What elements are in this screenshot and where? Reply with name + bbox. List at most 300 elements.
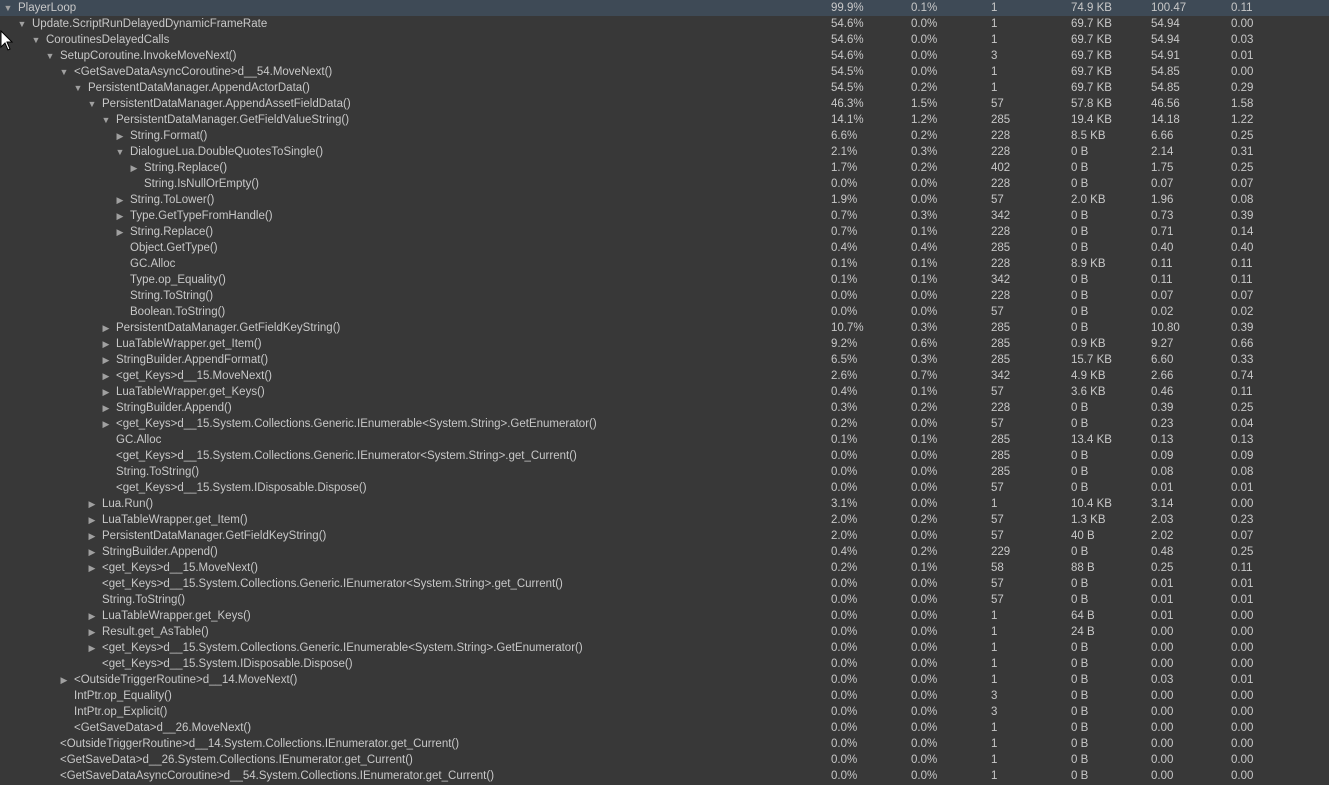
function-name: String.ToString()	[116, 466, 200, 478]
self-ms-cell: 0.00	[1231, 498, 1254, 510]
expand-arrow-right-icon[interactable]: ▶	[88, 547, 96, 557]
gc-alloc-cell: 69.7 KB	[1071, 66, 1112, 78]
self-ms-cell: 0.00	[1231, 658, 1254, 670]
gc-alloc-cell: 10.4 KB	[1071, 498, 1112, 510]
hierarchy-row[interactable]	[0, 128, 1329, 144]
gc-alloc-cell: 74.9 KB	[1071, 2, 1112, 14]
calls-cell: 1	[991, 82, 998, 94]
hierarchy-row[interactable]	[0, 336, 1329, 352]
time-ms-cell: 54.85	[1151, 82, 1180, 94]
gc-alloc-cell: 0 B	[1071, 306, 1089, 318]
function-name: SetupCoroutine.InvokeMoveNext()	[60, 50, 237, 62]
function-name: String.Replace()	[130, 226, 214, 238]
time-ms-cell: 2.02	[1151, 530, 1174, 542]
hierarchy-row[interactable]	[0, 672, 1329, 688]
expand-arrow-right-icon[interactable]: ▶	[102, 403, 110, 413]
calls-cell: 1	[991, 66, 998, 78]
expand-arrow-down-icon[interactable]: ▼	[3, 3, 13, 13]
gc-alloc-cell: 0 B	[1071, 722, 1089, 734]
hierarchy-row[interactable]	[0, 304, 1329, 320]
self-ms-cell: 0.00	[1231, 18, 1254, 30]
expand-arrow-right-icon[interactable]: ▶	[60, 675, 68, 685]
function-name: PlayerLoop	[18, 2, 77, 14]
total-percent-cell: 0.0%	[831, 626, 858, 638]
function-name: PersistentDataManager.AppendActorData()	[88, 82, 310, 94]
expand-arrow-right-icon[interactable]: ▶	[102, 387, 110, 397]
hierarchy-row[interactable]	[0, 64, 1329, 80]
self-percent-cell: 0.0%	[911, 18, 938, 30]
hierarchy-row[interactable]	[0, 624, 1329, 640]
function-name: String.Format()	[130, 130, 208, 142]
calls-cell: 1	[991, 754, 998, 766]
self-percent-cell: 0.3%	[911, 354, 938, 366]
self-ms-cell: 0.74	[1231, 370, 1254, 382]
self-percent-cell: 0.2%	[911, 130, 938, 142]
gc-alloc-cell: 0 B	[1071, 274, 1089, 286]
total-percent-cell: 0.0%	[831, 722, 858, 734]
hierarchy-row[interactable]	[0, 208, 1329, 224]
gc-alloc-cell: 19.4 KB	[1071, 114, 1112, 126]
self-percent-cell: 0.3%	[911, 210, 938, 222]
self-percent-cell: 0.0%	[911, 610, 938, 622]
total-percent-cell: 0.7%	[831, 226, 858, 238]
self-percent-cell: 1.5%	[911, 98, 938, 110]
self-percent-cell: 0.0%	[911, 194, 938, 206]
calls-cell: 57	[991, 514, 1004, 526]
gc-alloc-cell: 15.7 KB	[1071, 354, 1112, 366]
self-ms-cell: 0.07	[1231, 290, 1254, 302]
hierarchy-row[interactable]	[0, 144, 1329, 160]
expand-arrow-down-icon[interactable]: ▼	[45, 51, 55, 61]
time-ms-cell: 54.94	[1151, 34, 1180, 46]
hierarchy-row[interactable]	[0, 160, 1329, 176]
calls-cell: 57	[991, 306, 1004, 318]
calls-cell: 228	[991, 290, 1011, 302]
gc-alloc-cell: 24 B	[1071, 626, 1095, 638]
hierarchy-row[interactable]	[0, 80, 1329, 96]
hierarchy-row[interactable]	[0, 704, 1329, 720]
function-name: <OutsideTriggerRoutine>d__14.System.Collections.IEnumerator.get_Current()	[60, 738, 460, 750]
calls-cell: 57	[991, 482, 1004, 494]
expand-arrow-right-icon[interactable]: ▶	[102, 355, 110, 365]
self-ms-cell: 0.07	[1231, 178, 1254, 190]
self-ms-cell: 0.07	[1231, 530, 1254, 542]
time-ms-cell: 0.01	[1151, 594, 1174, 606]
hierarchy-row[interactable]	[0, 400, 1329, 416]
total-percent-cell: 0.0%	[831, 658, 858, 670]
self-percent-cell: 0.0%	[911, 674, 938, 686]
expand-arrow-right-icon[interactable]: ▶	[88, 611, 96, 621]
gc-alloc-cell: 0 B	[1071, 482, 1089, 494]
gc-alloc-cell: 64 B	[1071, 610, 1095, 622]
total-percent-cell: 0.0%	[831, 306, 858, 318]
time-ms-cell: 100.47	[1151, 2, 1187, 14]
hierarchy-row[interactable]	[0, 464, 1329, 480]
self-ms-cell: 0.03	[1231, 34, 1254, 46]
function-name: Type.op_Equality()	[130, 274, 226, 286]
gc-alloc-cell: 0 B	[1071, 578, 1089, 590]
total-percent-cell: 2.0%	[831, 514, 858, 526]
expand-arrow-right-icon[interactable]: ▶	[88, 499, 96, 509]
total-percent-cell: 0.2%	[831, 562, 858, 574]
function-name: <get_Keys>d__15.System.Collections.Generic.IEnumerator<System.String>.get_Current()	[116, 450, 577, 462]
function-name: CoroutinesDelayedCalls	[46, 34, 170, 46]
expand-arrow-down-icon[interactable]: ▼	[115, 147, 125, 157]
self-ms-cell: 0.02	[1231, 306, 1254, 318]
gc-alloc-cell: 0 B	[1071, 242, 1089, 254]
hierarchy-row[interactable]	[0, 96, 1329, 112]
self-percent-cell: 0.1%	[911, 226, 938, 238]
function-name: PersistentDataManager.GetFieldKeyString()	[102, 530, 327, 542]
total-percent-cell: 54.5%	[831, 66, 864, 78]
expand-arrow-right-icon[interactable]: ▶	[88, 531, 96, 541]
calls-cell: 285	[991, 242, 1011, 254]
self-percent-cell: 0.6%	[911, 338, 938, 350]
self-percent-cell: 0.0%	[911, 690, 938, 702]
expand-arrow-down-icon[interactable]: ▼	[87, 99, 97, 109]
hierarchy-row[interactable]	[0, 48, 1329, 64]
hierarchy-row[interactable]	[0, 368, 1329, 384]
calls-cell: 1	[991, 18, 998, 30]
expand-arrow-right-icon[interactable]: ▶	[88, 627, 96, 637]
gc-alloc-cell: 0 B	[1071, 690, 1089, 702]
self-percent-cell: 0.0%	[911, 450, 938, 462]
calls-cell: 57	[991, 418, 1004, 430]
calls-cell: 285	[991, 466, 1011, 478]
time-ms-cell: 0.01	[1151, 578, 1174, 590]
total-percent-cell: 0.1%	[831, 434, 858, 446]
expand-arrow-right-icon[interactable]: ▶	[88, 515, 96, 525]
expand-arrow-down-icon[interactable]: ▼	[73, 83, 83, 93]
total-percent-cell: 1.7%	[831, 162, 858, 174]
total-percent-cell: 0.0%	[831, 770, 858, 782]
self-ms-cell: 0.09	[1231, 450, 1254, 462]
total-percent-cell: 2.1%	[831, 146, 858, 158]
gc-alloc-cell: 69.7 KB	[1071, 82, 1112, 94]
self-percent-cell: 0.2%	[911, 402, 938, 414]
hierarchy-row[interactable]	[0, 320, 1329, 336]
self-ms-cell: 0.00	[1231, 754, 1254, 766]
function-name: <get_Keys>d__15.MoveNext()	[116, 370, 272, 382]
gc-alloc-cell: 13.4 KB	[1071, 434, 1112, 446]
self-ms-cell: 0.00	[1231, 66, 1254, 78]
hierarchy-row[interactable]	[0, 608, 1329, 624]
total-percent-cell: 10.7%	[831, 322, 864, 334]
self-ms-cell: 0.25	[1231, 546, 1254, 558]
gc-alloc-cell: 0 B	[1071, 658, 1089, 670]
self-percent-cell: 0.2%	[911, 514, 938, 526]
total-percent-cell: 0.0%	[831, 610, 858, 622]
gc-alloc-cell: 0 B	[1071, 322, 1089, 334]
expand-arrow-down-icon[interactable]: ▼	[101, 115, 111, 125]
function-name: GC.Alloc	[130, 258, 176, 270]
total-percent-cell: 0.4%	[831, 386, 858, 398]
hierarchy-row[interactable]	[0, 656, 1329, 672]
time-ms-cell: 0.00	[1151, 642, 1174, 654]
gc-alloc-cell: 1.3 KB	[1071, 514, 1106, 526]
total-percent-cell: 0.0%	[831, 594, 858, 606]
self-percent-cell: 0.0%	[911, 466, 938, 478]
function-name: <GetSaveData>d__26.System.Collections.IEnumerator.get_Current()	[60, 754, 413, 766]
self-percent-cell: 0.0%	[911, 178, 938, 190]
self-percent-cell: 0.0%	[911, 418, 938, 430]
total-percent-cell: 0.0%	[831, 690, 858, 702]
self-percent-cell: 0.0%	[911, 306, 938, 318]
hierarchy-row[interactable]	[0, 224, 1329, 240]
hierarchy-row[interactable]	[0, 560, 1329, 576]
time-ms-cell: 0.23	[1151, 418, 1174, 430]
gc-alloc-cell: 0.9 KB	[1071, 338, 1106, 350]
total-percent-cell: 14.1%	[831, 114, 864, 126]
self-ms-cell: 0.25	[1231, 402, 1254, 414]
time-ms-cell: 2.66	[1151, 370, 1174, 382]
time-ms-cell: 0.25	[1151, 562, 1174, 574]
calls-cell: 342	[991, 210, 1011, 222]
total-percent-cell: 0.0%	[831, 466, 858, 478]
gc-alloc-cell: 0 B	[1071, 466, 1089, 478]
gc-alloc-cell: 8.9 KB	[1071, 258, 1106, 270]
calls-cell: 229	[991, 546, 1011, 558]
expand-arrow-right-icon[interactable]: ▶	[116, 211, 124, 221]
self-percent-cell: 0.0%	[911, 34, 938, 46]
hierarchy-row[interactable]	[0, 576, 1329, 592]
self-ms-cell: 0.14	[1231, 226, 1254, 238]
time-ms-cell: 0.11	[1151, 274, 1173, 286]
function-name: Lua.Run()	[102, 498, 154, 510]
function-name: LuaTableWrapper.get_Item()	[102, 514, 248, 526]
hierarchy-row[interactable]	[0, 352, 1329, 368]
gc-alloc-cell: 2.0 KB	[1071, 194, 1106, 206]
function-name: String.ToString()	[102, 594, 186, 606]
gc-alloc-cell: 0 B	[1071, 674, 1089, 686]
hierarchy-row[interactable]	[0, 32, 1329, 48]
hierarchy-row[interactable]	[0, 720, 1329, 736]
hierarchy-row[interactable]	[0, 16, 1329, 32]
function-name: Boolean.ToString()	[130, 306, 226, 318]
time-ms-cell: 0.03	[1151, 674, 1174, 686]
hierarchy-row[interactable]	[0, 384, 1329, 400]
expand-arrow-right-icon[interactable]: ▶	[116, 195, 124, 205]
function-name: PersistentDataManager.AppendAssetFieldData()	[102, 98, 351, 110]
gc-alloc-cell: 88 B	[1071, 562, 1095, 574]
expand-arrow-down-icon[interactable]: ▼	[31, 35, 41, 45]
self-ms-cell: 0.00	[1231, 738, 1254, 750]
time-ms-cell: 46.56	[1151, 98, 1180, 110]
hierarchy-row[interactable]	[0, 496, 1329, 512]
expand-arrow-down-icon[interactable]: ▼	[59, 67, 69, 77]
time-ms-cell: 0.40	[1151, 242, 1174, 254]
gc-alloc-cell: 40 B	[1071, 530, 1095, 542]
self-percent-cell: 0.1%	[911, 274, 938, 286]
time-ms-cell: 0.08	[1151, 466, 1174, 478]
calls-cell: 1	[991, 626, 998, 638]
hierarchy-row[interactable]	[0, 192, 1329, 208]
self-ms-cell: 0.11	[1231, 274, 1253, 286]
self-percent-cell: 0.7%	[911, 370, 938, 382]
self-ms-cell: 0.11	[1231, 2, 1253, 14]
self-ms-cell: 1.58	[1231, 98, 1254, 110]
calls-cell: 1	[991, 2, 998, 14]
calls-cell: 3	[991, 690, 998, 702]
expand-arrow-right-icon[interactable]: ▶	[116, 227, 124, 237]
function-name: IntPtr.op_Equality()	[74, 690, 172, 702]
calls-cell: 1	[991, 642, 998, 654]
time-ms-cell: 6.66	[1151, 130, 1174, 142]
total-percent-cell: 0.0%	[831, 178, 858, 190]
self-percent-cell: 0.0%	[911, 754, 938, 766]
calls-cell: 285	[991, 354, 1011, 366]
calls-cell: 228	[991, 402, 1011, 414]
hierarchy-row[interactable]	[0, 240, 1329, 256]
calls-cell: 1	[991, 34, 998, 46]
expand-arrow-right-icon[interactable]: ▶	[88, 643, 96, 653]
hierarchy-row[interactable]	[0, 416, 1329, 432]
hierarchy-row[interactable]	[0, 688, 1329, 704]
time-ms-cell: 0.00	[1151, 706, 1174, 718]
time-ms-cell: 0.13	[1151, 434, 1174, 446]
hierarchy-row[interactable]	[0, 288, 1329, 304]
calls-cell: 285	[991, 450, 1011, 462]
expand-arrow-right-icon[interactable]: ▶	[116, 131, 124, 141]
mouse-pointer-icon	[0, 30, 14, 52]
total-percent-cell: 0.0%	[831, 642, 858, 654]
hierarchy-row[interactable]	[0, 432, 1329, 448]
calls-cell: 342	[991, 370, 1011, 382]
self-ms-cell: 0.00	[1231, 642, 1254, 654]
gc-alloc-cell: 3.6 KB	[1071, 386, 1106, 398]
time-ms-cell: 0.00	[1151, 658, 1174, 670]
function-name: <get_Keys>d__15.MoveNext()	[102, 562, 258, 574]
total-percent-cell: 54.6%	[831, 18, 864, 30]
expand-arrow-right-icon[interactable]: ▶	[130, 163, 138, 173]
self-ms-cell: 0.00	[1231, 610, 1254, 622]
function-name: <GetSaveDataAsyncCoroutine>d__54.MoveNext()	[74, 66, 333, 78]
function-name: LuaTableWrapper.get_Keys()	[102, 610, 251, 622]
function-name: PersistentDataManager.GetFieldKeyString()	[116, 322, 341, 334]
self-ms-cell: 1.22	[1231, 114, 1254, 126]
expand-arrow-right-icon[interactable]: ▶	[88, 563, 96, 573]
self-percent-cell: 0.1%	[911, 562, 938, 574]
calls-cell: 228	[991, 226, 1011, 238]
calls-cell: 1	[991, 658, 998, 670]
function-name: Result.get_AsTable()	[102, 626, 209, 638]
self-percent-cell: 0.0%	[911, 578, 938, 590]
time-ms-cell: 0.00	[1151, 626, 1174, 638]
total-percent-cell: 6.5%	[831, 354, 858, 366]
hierarchy-row[interactable]	[0, 528, 1329, 544]
self-percent-cell: 0.0%	[911, 642, 938, 654]
function-name: Type.GetTypeFromHandle()	[130, 210, 273, 222]
hierarchy-row[interactable]	[0, 736, 1329, 752]
expand-arrow-right-icon[interactable]: ▶	[102, 323, 110, 333]
gc-alloc-cell: 0 B	[1071, 770, 1089, 782]
self-percent-cell: 0.0%	[911, 706, 938, 718]
total-percent-cell: 54.5%	[831, 82, 864, 94]
time-ms-cell: 0.09	[1151, 450, 1174, 462]
time-ms-cell: 0.07	[1151, 290, 1174, 302]
calls-cell: 57	[991, 594, 1004, 606]
self-ms-cell: 0.40	[1231, 242, 1254, 254]
hierarchy-row[interactable]	[0, 768, 1329, 784]
time-ms-cell: 0.00	[1151, 754, 1174, 766]
time-ms-cell: 3.14	[1151, 498, 1174, 510]
function-name: Object.GetType()	[130, 242, 218, 254]
calls-cell: 57	[991, 578, 1004, 590]
hierarchy-row[interactable]	[0, 448, 1329, 464]
hierarchy-row[interactable]	[0, 512, 1329, 528]
function-name: DialogueLua.DoubleQuotesToSingle()	[130, 146, 324, 158]
self-percent-cell: 0.3%	[911, 146, 938, 158]
time-ms-cell: 54.94	[1151, 18, 1180, 30]
hierarchy-row[interactable]	[0, 272, 1329, 288]
self-percent-cell: 0.1%	[911, 386, 938, 398]
function-name: <get_Keys>d__15.System.IDisposable.Dispose()	[102, 658, 353, 670]
hierarchy-row[interactable]	[0, 752, 1329, 768]
self-ms-cell: 0.25	[1231, 162, 1254, 174]
time-ms-cell: 54.85	[1151, 66, 1180, 78]
total-percent-cell: 3.1%	[831, 498, 858, 510]
function-name: String.IsNullOrEmpty()	[144, 178, 260, 190]
function-name: GC.Alloc	[116, 434, 162, 446]
self-percent-cell: 0.0%	[911, 738, 938, 750]
self-percent-cell: 0.0%	[911, 290, 938, 302]
hierarchy-row[interactable]	[0, 544, 1329, 560]
expand-arrow-right-icon[interactable]: ▶	[102, 419, 110, 429]
function-name: Update.ScriptRunDelayedDynamicFrameRate	[32, 18, 268, 30]
hierarchy-row[interactable]	[0, 256, 1329, 272]
hierarchy-row[interactable]	[0, 112, 1329, 128]
gc-alloc-cell: 57.8 KB	[1071, 98, 1112, 110]
time-ms-cell: 0.00	[1151, 738, 1174, 750]
gc-alloc-cell: 0 B	[1071, 210, 1089, 222]
gc-alloc-cell: 0 B	[1071, 178, 1089, 190]
total-percent-cell: 0.0%	[831, 290, 858, 302]
gc-alloc-cell: 69.7 KB	[1071, 34, 1112, 46]
total-percent-cell: 54.6%	[831, 50, 864, 62]
expand-arrow-right-icon[interactable]: ▶	[102, 371, 110, 381]
total-percent-cell: 0.7%	[831, 210, 858, 222]
hierarchy-row[interactable]	[0, 640, 1329, 656]
self-ms-cell: 0.00	[1231, 706, 1254, 718]
calls-cell: 1	[991, 674, 998, 686]
hierarchy-row[interactable]	[0, 592, 1329, 608]
self-percent-cell: 0.0%	[911, 626, 938, 638]
calls-cell: 228	[991, 130, 1011, 142]
time-ms-cell: 0.07	[1151, 178, 1174, 190]
time-ms-cell: 1.96	[1151, 194, 1174, 206]
self-percent-cell: 0.0%	[911, 658, 938, 670]
function-name: IntPtr.op_Explicit()	[74, 706, 168, 718]
total-percent-cell: 0.1%	[831, 258, 858, 270]
gc-alloc-cell: 4.9 KB	[1071, 370, 1106, 382]
hierarchy-row[interactable]	[0, 0, 1329, 16]
function-name: StringBuilder.Append()	[116, 402, 232, 414]
hierarchy-row[interactable]	[0, 176, 1329, 192]
hierarchy-row[interactable]	[0, 480, 1329, 496]
total-percent-cell: 0.0%	[831, 754, 858, 766]
function-name: PersistentDataManager.GetFieldValueString()	[116, 114, 350, 126]
self-percent-cell: 0.2%	[911, 546, 938, 558]
self-percent-cell: 0.0%	[911, 498, 938, 510]
time-ms-cell: 14.18	[1151, 114, 1180, 126]
expand-arrow-right-icon[interactable]: ▶	[102, 339, 110, 349]
self-ms-cell: 0.01	[1231, 594, 1254, 606]
self-ms-cell: 0.11	[1231, 258, 1253, 270]
function-name: LuaTableWrapper.get_Keys()	[116, 386, 265, 398]
expand-arrow-down-icon[interactable]: ▼	[17, 19, 27, 29]
calls-cell: 3	[991, 706, 998, 718]
gc-alloc-cell: 0 B	[1071, 738, 1089, 750]
